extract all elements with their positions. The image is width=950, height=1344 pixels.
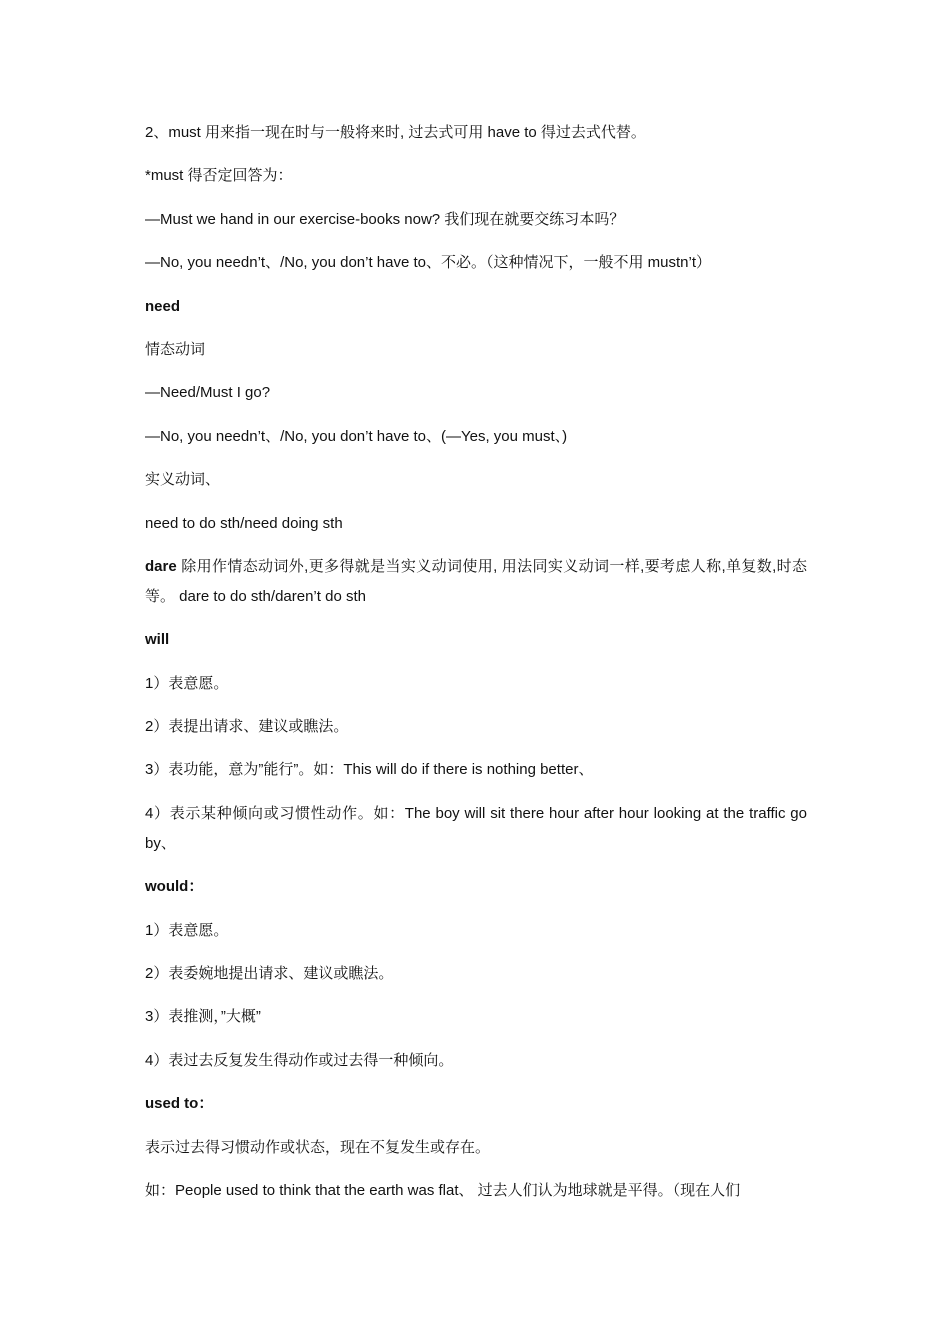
paragraph-must-negative-answer: *must 得否定回答为： [145, 167, 293, 185]
will-item-1: 1）表意愿。 [145, 674, 229, 692]
will-item-3: 3）表功能，意为”能行”。如：This will do if there is nothing better、 [145, 761, 594, 779]
paragraph-dare [145, 552, 807, 612]
would-item-1: 1）表意愿。 [145, 921, 229, 939]
paragraph-must-question: —Must we hand in our exercise-books now? 我们现在就要交练习本吗？ [145, 210, 625, 228]
document-body [145, 118, 807, 1219]
would-item-3: 3）表推测，”大概” [145, 1008, 261, 1026]
paragraph-must-tense: 2、must 用来指一现在时与一般将来时, 过去式可用 have to 得过去式代替。 [145, 124, 646, 141]
used-to-example: 如：People used to think that the earth was flat、 过去人们认为地球就是平得。（现在人们 [145, 1181, 741, 1199]
heading-would: would： [145, 878, 204, 896]
dare-bold-term: dare [145, 557, 177, 575]
heading-used-to: used to： [145, 1095, 214, 1113]
paragraph-need-question: —Need/Must I go? [145, 384, 271, 402]
will-item-4: 4）表示某种倾向或习惯性动作。如：The boy will sit there hour after hour looking at the traffic go by、 [145, 804, 807, 852]
paragraph-need-usage: need to do sth/need doing sth [145, 514, 343, 532]
would-item-2: 2）表委婉地提出请求、建议或瞧法。 [145, 965, 394, 983]
paragraph-must-answer: —No, you needn’t、/No, you don’t have to、不必。（这种情况下，一般不用 mustn’t） [145, 254, 712, 272]
paragraph-need-answer: —No, you needn’t、/No, you don’t have to、(—Yes, you must、) [145, 427, 568, 445]
heading-need: need [145, 297, 181, 315]
dare-description: 除用作情态动词外,更多得就是当实义动词使用, 用法同实义动词一样,要考虑人称,单复数,时态等。 dare to do sth/daren’t do sth [145, 557, 807, 605]
heading-will: will [145, 631, 170, 649]
would-item-4: 4）表过去反复发生得动作或过去得一种倾向。 [145, 1051, 454, 1069]
will-item-2: 2）表提出请求、建议或瞧法。 [145, 718, 349, 736]
paragraph-notional-verb: 实义动词、 [145, 471, 221, 489]
paragraph-modal-verb: 情态动词 [145, 340, 206, 358]
used-to-definition: 表示过去得习惯动作或状态，现在不复发生或存在。 [145, 1138, 491, 1156]
